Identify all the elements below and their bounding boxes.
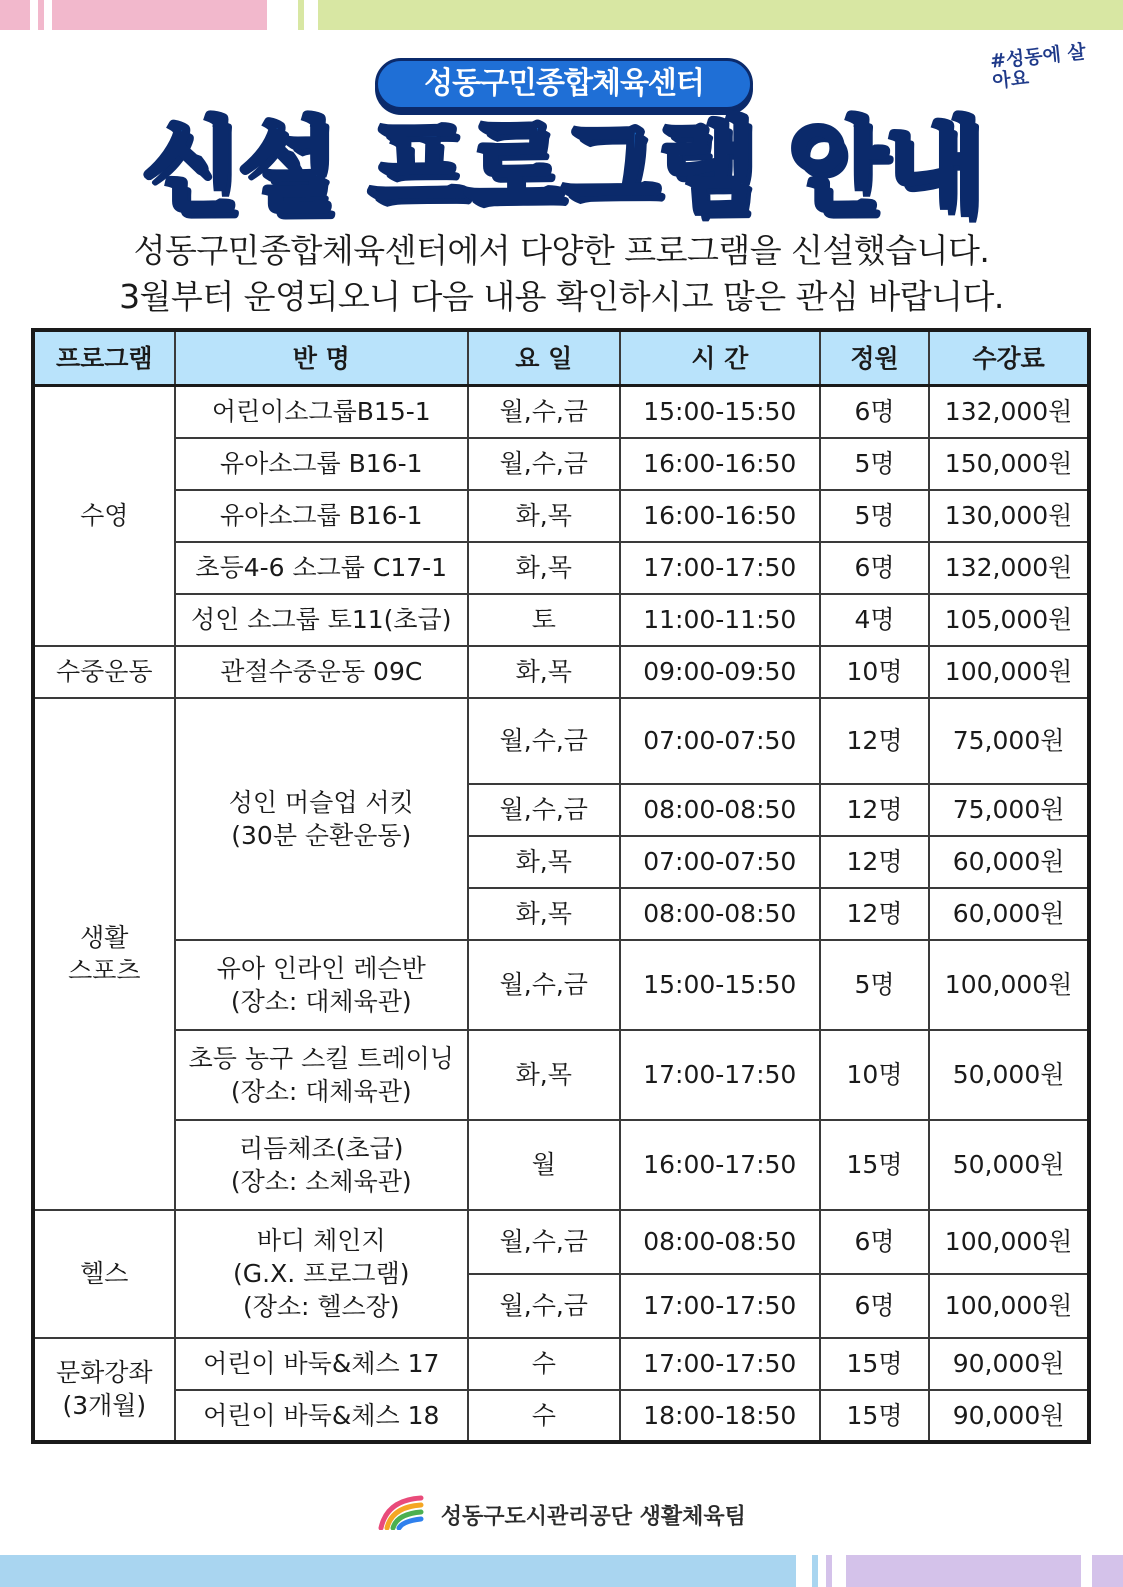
class-capacity: 4명 [820,594,929,646]
table-row [33,1210,1089,1274]
class-time: 18:00-18:50 [620,1390,820,1442]
class-time: 07:00-07:50 [620,836,820,888]
class-time: 17:00-17:50 [620,1274,820,1338]
rainbow-logo-icon [377,1494,425,1536]
class-time: 17:00-17:50 [620,1030,820,1120]
class-name: 어린이소그룹B15-1 [175,386,468,438]
class-name: 어린이 바둑&체스 18 [175,1390,468,1442]
top-bar-segment [0,0,30,30]
class-capacity: 10명 [820,1030,929,1120]
class-day: 토 [468,594,620,646]
top-bar-segment [298,0,304,30]
class-day: 화,목 [468,490,620,542]
category-swim: 수영 [33,386,175,646]
class-capacity: 15명 [820,1338,929,1390]
intro-text [0,228,1123,320]
bottom-bar-segment [0,1555,796,1587]
class-name: 초등 농구 스킬 트레이닝 (장소: 대체육관) [175,1030,468,1120]
class-fee: 132,000원 [929,386,1089,438]
class-day: 월,수,금 [468,698,620,784]
table-header-row [33,330,1089,386]
class-day: 화,목 [468,542,620,594]
class-time: 09:00-09:50 [620,646,820,698]
header-program: 프로그램 [33,330,175,386]
top-bar-segment [38,0,44,30]
class-day: 월,수,금 [468,1274,620,1338]
table-row [33,940,1089,1030]
bottom-bar-segment [812,1555,818,1587]
class-fee: 100,000원 [929,1274,1089,1338]
bottom-decoration-bar [0,1555,1123,1587]
class-day: 수 [468,1338,620,1390]
class-fee: 100,000원 [929,1210,1089,1274]
table-row [33,1390,1089,1442]
class-name: 유아 인라인 레슨반 (장소: 대체육관) [175,940,468,1030]
class-capacity: 12명 [820,888,929,940]
class-name: 초등4-6 소그룹 C17-1 [175,542,468,594]
class-fee: 100,000원 [929,646,1089,698]
class-time: 16:00-17:50 [620,1120,820,1210]
class-fee: 90,000원 [929,1338,1089,1390]
bottom-bar-segment [846,1555,1081,1587]
top-bar-segment [318,0,1123,30]
top-decoration-bar [0,0,1123,30]
class-time: 11:00-11:50 [620,594,820,646]
table-row [33,698,1089,784]
class-time: 08:00-08:50 [620,888,820,940]
table-row [33,490,1089,542]
intro-line-1: 성동구민종합체육센터에서 다양한 프로그램을 신설했습니다. [133,231,990,270]
class-fee: 50,000원 [929,1120,1089,1210]
class-capacity: 6명 [820,386,929,438]
table-row [33,438,1089,490]
class-time: 16:00-16:50 [620,490,820,542]
table-row [33,1030,1089,1120]
class-fee: 105,000원 [929,594,1089,646]
class-fee: 75,000원 [929,784,1089,836]
footer [0,1494,1123,1536]
class-fee: 90,000원 [929,1390,1089,1442]
header-time: 시 간 [620,330,820,386]
class-capacity: 6명 [820,1210,929,1274]
table-row [33,1338,1089,1390]
table-row [33,386,1089,438]
category-aqua: 수중운동 [33,646,175,698]
class-fee: 132,000원 [929,542,1089,594]
class-capacity: 5명 [820,940,929,1030]
class-name: 관절수중운동 09C [175,646,468,698]
page-title: 신설 프로그램 안내 [141,108,982,227]
class-day: 화,목 [468,836,620,888]
top-bar-segment [52,0,267,30]
class-capacity: 10명 [820,646,929,698]
class-name: 어린이 바둑&체스 17 [175,1338,468,1390]
class-fee: 50,000원 [929,1030,1089,1120]
class-capacity: 12명 [820,836,929,888]
class-time: 08:00-08:50 [620,1210,820,1274]
class-time: 17:00-17:50 [620,542,820,594]
class-time: 15:00-15:50 [620,386,820,438]
center-name-pill: 성동구민종합체육센터 [375,58,753,110]
class-name: 성인 머슬업 서킷 (30분 순환운동) [175,698,468,940]
header-day: 요 일 [468,330,620,386]
table-row [33,542,1089,594]
class-day: 화,목 [468,888,620,940]
class-name: 리듬체조(초급) (장소: 소체육관) [175,1120,468,1210]
class-capacity: 5명 [820,438,929,490]
class-capacity: 6명 [820,1274,929,1338]
class-fee: 75,000원 [929,698,1089,784]
category-sports: 생활 스포츠 [33,698,175,1210]
class-day: 수 [468,1390,620,1442]
class-fee: 130,000원 [929,490,1089,542]
class-capacity: 5명 [820,490,929,542]
class-fee: 60,000원 [929,888,1089,940]
class-day: 월,수,금 [468,438,620,490]
table-row [33,646,1089,698]
class-capacity: 12명 [820,784,929,836]
class-time: 16:00-16:50 [620,438,820,490]
class-capacity: 12명 [820,698,929,784]
class-day: 화,목 [468,646,620,698]
class-time: 08:00-08:50 [620,784,820,836]
bottom-bar-segment [826,1555,832,1587]
category-health: 헬스 [33,1210,175,1338]
class-name: 성인 소그룹 토11(초급) [175,594,468,646]
header-fee: 수강료 [929,330,1089,386]
organization-name: 성동구도시관리공단 생활체육팀 [440,1504,746,1530]
class-fee: 60,000원 [929,836,1089,888]
class-day: 월,수,금 [468,1210,620,1274]
category-culture: 문화강좌 (3개월) [33,1338,175,1442]
hashtag-badge: #성동에 살아요 [989,40,1087,93]
class-fee: 150,000원 [929,438,1089,490]
class-day: 월 [468,1120,620,1210]
class-fee: 100,000원 [929,940,1089,1030]
class-capacity: 15명 [820,1390,929,1442]
class-time: 07:00-07:50 [620,698,820,784]
class-day: 월,수,금 [468,386,620,438]
class-time: 17:00-17:50 [620,1338,820,1390]
class-name: 유아소그룹 B16-1 [175,490,468,542]
table-row [33,1120,1089,1210]
class-day: 화,목 [468,1030,620,1120]
class-capacity: 6명 [820,542,929,594]
class-time: 15:00-15:50 [620,940,820,1030]
intro-line-2: 3월부터 운영되오니 다음 내용 확인하시고 많은 관심 바랍니다. [119,277,1004,316]
table-row [33,594,1089,646]
class-name: 바디 체인지 (G.X. 프로그램) (장소: 헬스장) [175,1210,468,1338]
header-capacity: 정원 [820,330,929,386]
class-name: 유아소그룹 B16-1 [175,438,468,490]
schedule-table [31,328,1091,1444]
class-day: 월,수,금 [468,940,620,1030]
bottom-bar-segment [1092,1555,1123,1587]
class-day: 월,수,금 [468,784,620,836]
header-class: 반 명 [175,330,468,386]
class-capacity: 15명 [820,1120,929,1210]
